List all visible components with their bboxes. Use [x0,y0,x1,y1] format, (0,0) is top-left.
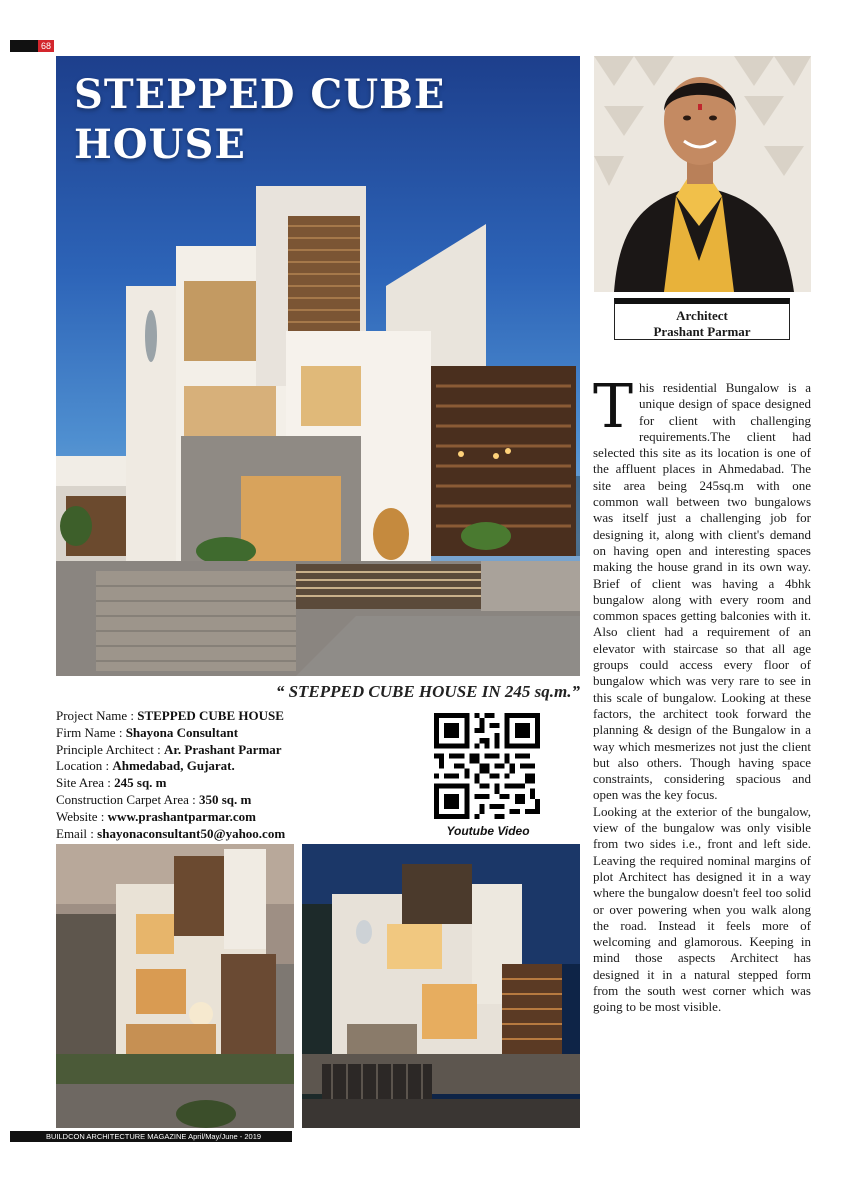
detail-label: Firm Name : [56,724,126,740]
detail-value: STEPPED CUBE HOUSE [137,708,284,723]
architect-portrait-illustration [594,56,811,292]
qr-code-graphic [434,713,540,819]
qr-caption: Youtube Video [446,824,530,838]
detail-row [56,775,416,792]
drop-cap: T [593,372,634,442]
detail-value: Shayona Consultant [125,724,239,740]
detail-row [56,758,416,775]
page-number: 68 [38,40,54,52]
article-paragraph-2: Looking at the exterior of the bungalow, view of the bungalow was only visible from two sides i.e., front and left side. Leaving the required nominal margins of plot Architect has designed it in a way where the bungalow doesn't feel too solid or over powering when you walk along the road. Instead it feels more of welcoming and glamorous. Keeping in mind those aspects Architect has designed it in a natural stepped form from the south west corner which was going to be most visible. [593,803,811,1015]
detail-label: Website : [56,808,108,824]
architect-caption [614,298,790,340]
architect-role: Architect [676,308,728,323]
detail-value: 350 sq. m [198,791,252,807]
magazine-footer: BUILDCON ARCHITECTURE MAGAZINE April/May/June - 2019 [10,1131,292,1142]
detail-row [56,708,416,725]
architect-portrait [594,56,811,292]
project-details [56,708,416,842]
detail-value: Ahmedabad, Gujarat. [112,758,235,774]
detail-label: Project Name : [56,708,138,723]
detail-row [56,725,416,742]
hero-title-line1: STEPPED CUBE [74,71,446,118]
detail-value: 245 sq. m [114,775,167,791]
detail-row [56,809,416,826]
detail-label: Construction Carpet Area : [56,791,199,807]
detail-row [56,792,416,809]
house-photo-right [302,844,580,1128]
house-photo-left-illustration [56,844,294,1128]
detail-label: Principle Architect : [56,741,164,757]
detail-value[interactable]: shayonaconsultant50@yahoo.com [97,825,286,841]
detail-value: Ar. Prashant Parmar [163,741,282,757]
detail-row [56,826,416,843]
paragraph-1-text: his residential Bungalow is a unique design of space designed for client with challenging requirements.The client had selected this site as its location is one of the affluent places in Ahmedabad. The site area being 245sq.m with one common wall between two bungalows was itself just a challenging job for designing it, along with client's demand on having open and interesting spaces making the house grand in its own way. Brief of client was having a 4bhk bungalow along with every room and common spaces getting balconies with it. Also client had a requirement of an elevator with staircase so that all age groups could access every floor of bungalow which was very rare to see in this scale of bungalow. Looking at these factors, the architect took forward the planning & design of the Bungalow in a way which mesmerizes not just the client but also others. Though having space constraints, considering spacious and open was the key focus. [593,380,811,803]
detail-row [56,742,416,759]
article-paragraph-1 [593,372,811,804]
detail-value[interactable]: www.prashantparmar.com [107,808,256,824]
article-body [593,372,811,1016]
architect-name: Prashant Parmar [653,324,751,339]
detail-label: Location : [56,758,113,774]
hero-photo [56,56,580,676]
hero-title [74,70,445,170]
detail-label: Email : [56,825,98,841]
pull-quote: “ STEPPED CUBE HOUSE IN 245 sq.m.” [275,682,580,701]
house-photo-left [56,844,294,1128]
hero-title-line2: HOUSE [74,121,246,168]
house-photo-right-illustration [302,844,580,1128]
detail-label: Site Area : [56,775,115,791]
qr-code[interactable] [434,713,540,819]
